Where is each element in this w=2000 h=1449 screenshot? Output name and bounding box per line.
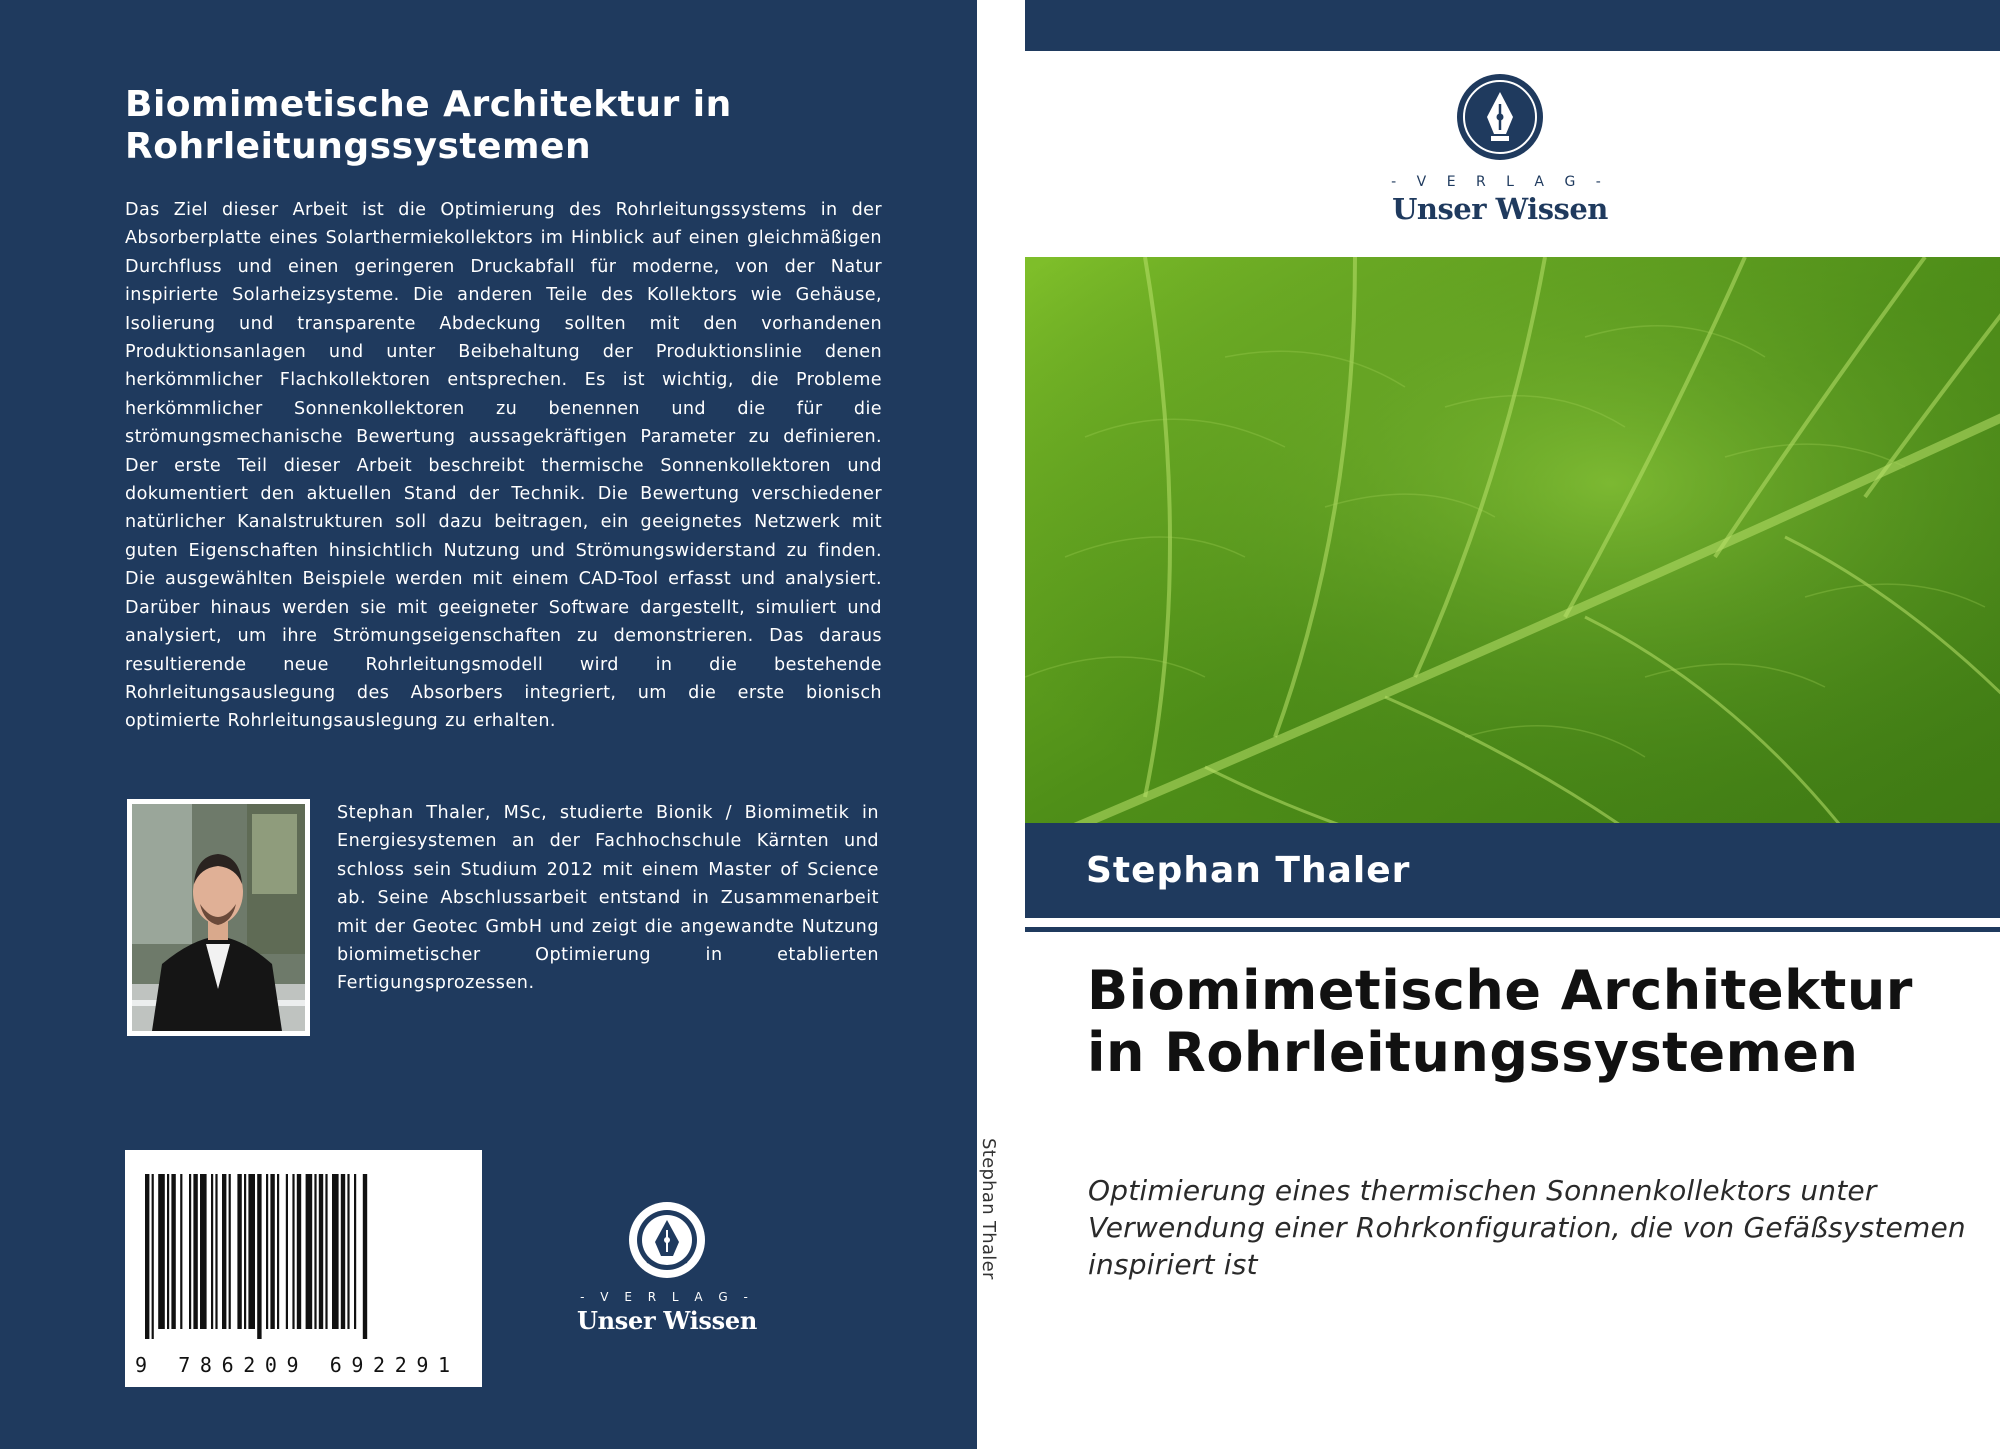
front-cover-title: Biomimetische Architektur in Rohrleitungssystemen <box>1087 959 1913 1084</box>
leaf-vein-image <box>1025 257 2000 823</box>
author-bio: Stephan Thaler, MSc, studierte Bionik / Biomimetik in Energiesystemen an der Fachhochschule Kärnten und schloss sein Studium 2012 mit einem Master of Science ab. Seine Abschlussarbeit entstand in Zusammenarbeit mit der Geotec GmbH und zeigt die angewandte Nutzung biomimetischer Optimierung in etablierten Fertigungsprozessen. <box>337 803 879 994</box>
front-cover-subtitle: Optimierung eines thermischen Sonnenkollektors unter Verwendung einer Rohrkonfiguration, die von Gefäßsystemen inspiriert ist <box>1088 1174 1966 1281</box>
front-publisher-logo <box>1380 72 1620 226</box>
back-cover <box>0 0 977 1449</box>
front-author-band <box>1025 823 2000 918</box>
spine-author: Stephan Thaler <box>978 1138 999 1280</box>
author-photo <box>127 799 310 1036</box>
front-divider-line <box>1025 927 2000 932</box>
front-top-bar <box>1025 0 2000 51</box>
barcode <box>145 1174 462 1339</box>
author-portrait-image <box>132 804 305 1031</box>
leaf-cover-image <box>1025 257 2000 823</box>
isbn-barcode <box>125 1150 482 1387</box>
back-publisher-name: Unser Wissen <box>577 1306 757 1335</box>
front-publisher-verlag: - V E R L A G - <box>1391 174 1609 190</box>
isbn-digits: 9 786209 692291 <box>135 1353 460 1377</box>
back-cover-title: Biomimetische Architektur in Rohrleitungssystemen <box>125 84 732 167</box>
front-author-name: Stephan Thaler <box>1086 850 1411 891</box>
fountain-pen-nib-icon <box>1455 72 1545 162</box>
back-publisher-logo <box>575 1200 759 1335</box>
fountain-pen-nib-icon <box>627 1200 707 1280</box>
back-publisher-verlag: - V E R L A G - <box>580 1290 754 1304</box>
front-publisher-name: Unser Wissen <box>1392 192 1608 226</box>
back-cover-abstract: Das Ziel dieser Arbeit ist die Optimierung des Rohrleitungssystems in der Absorberplatte eines Solarthermiekollektors im Hinblick auf einen gleichmäßigen Durchfluss und einen geringeren Druckabfall für moderne, von der Natur inspirierte Solarheizsysteme. Die anderen Teile des Kollektors wie Gehäuse, Isolierung und transparente Abdeckung sollten mit den vorhandenen Produktionsanlagen und unter Beibehaltung der Produktionslinie denen herkömmlicher Flachkollektoren entsprechen. Es ist wichtig, die Probleme herkömmlicher Sonnenkollektoren zu benennen und die für die strömungsmechanische Bewertung aussagekräftigen Parameter zu definieren. Der erste Teil dieser Arbeit beschreibt thermische Sonnenkollektoren und dokumentiert den aktuellen Stand der Technik. Die Bewertung verschiedener natürlicher Kanalstrukturen soll dazu beitragen, ein geeignetes Netzwerk mit guten Eigenschaften hinsichtlich Nutzung und Strömungswiderstand zu finden. Die ausgewählten Beispiele werden mit einem CAD-Tool erfasst und analysiert. Darüber hinaus werden sie mit geeigneter Software dargestellt, simuliert und analysiert, um ihre Strömungseigenschaften zu demonstrieren. Das daraus resultierende neue Rohrleitungsmodell wird in die bestehende Rohrleitungsauslegung des Absorbers integriert, um die erste bionisch optimierte Rohrleitungsauslegung zu erhalten. <box>125 200 882 732</box>
